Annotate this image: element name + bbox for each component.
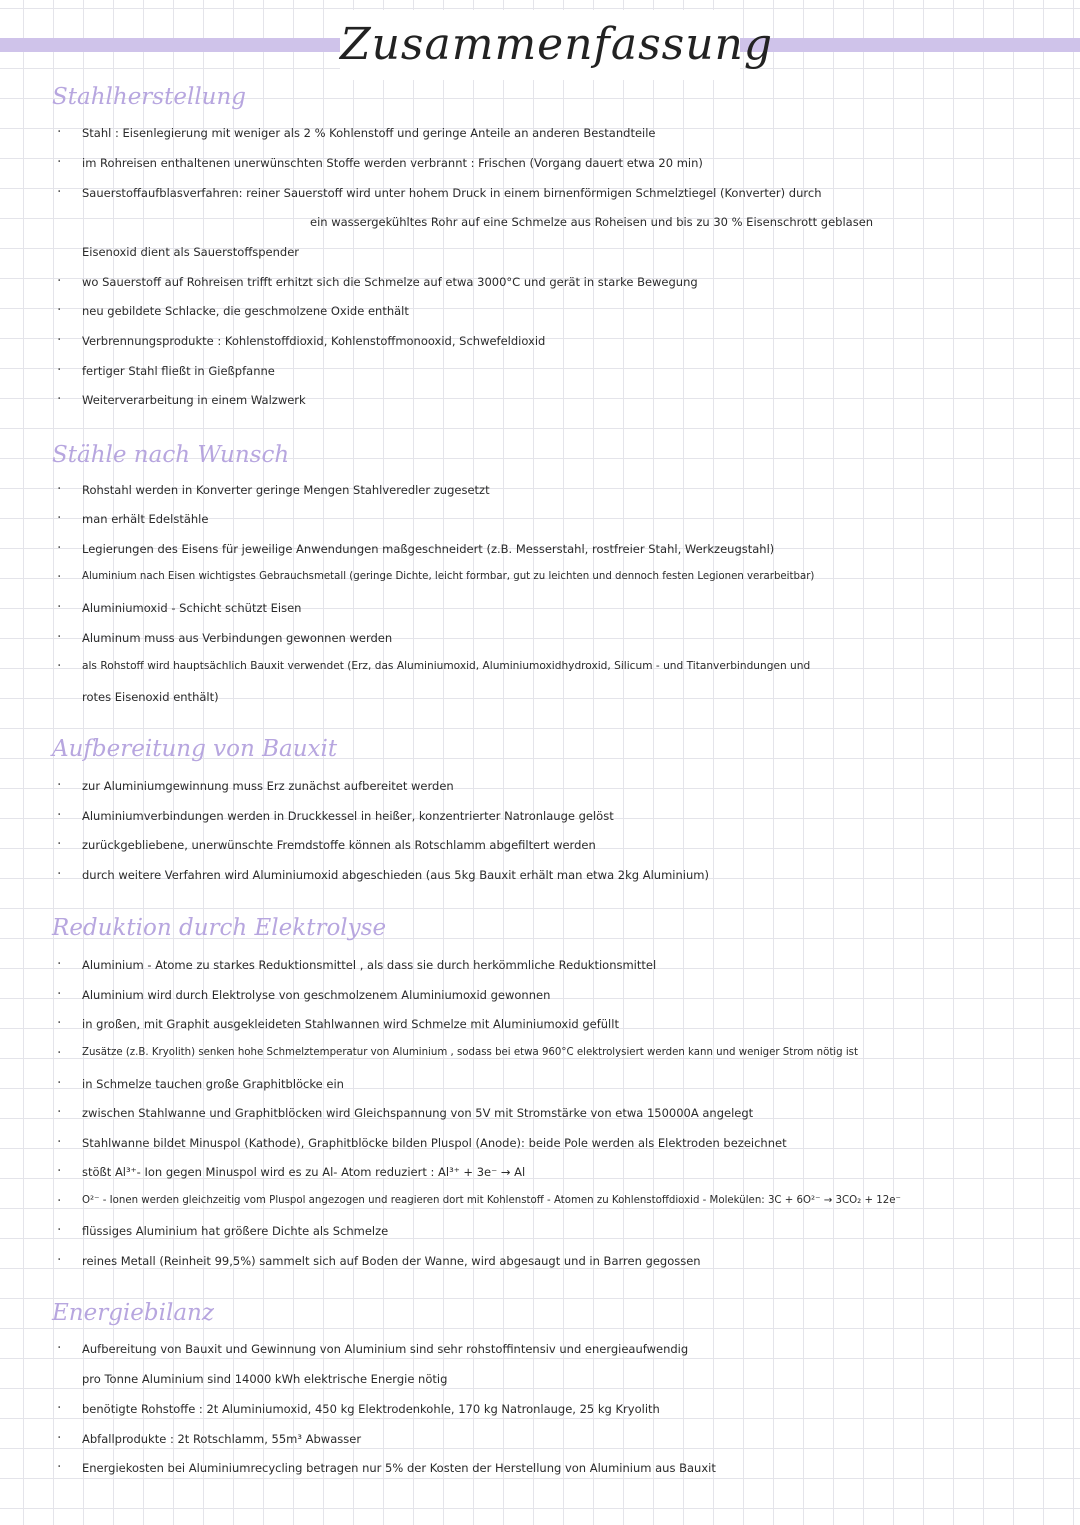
- bullet-icon: ·: [57, 391, 62, 407]
- text-line: Eisenoxid dient als Sauerstoffspender: [82, 245, 300, 259]
- bullet-icon: ·: [57, 273, 62, 289]
- bullet-icon: ·: [57, 986, 62, 1002]
- text-line: flüssiges Aluminium hat größere Dichte als Schmelze: [82, 1224, 389, 1238]
- bullet-icon: ·: [57, 1252, 62, 1268]
- bullet-icon: ·: [57, 124, 62, 140]
- section-heading: Aufbereitung von Bauxit: [52, 736, 338, 762]
- bullet-icon: ·: [57, 362, 62, 378]
- text-line: Legierungen des Eisens für jeweilige Anwendungen maßgeschneidert (z.B. Messerstahl, rostfreier Stahl, Werkzeugstahl): [82, 542, 775, 556]
- bullet-icon: ·: [57, 184, 62, 200]
- bullet-icon: ·: [57, 1075, 62, 1091]
- text-line: fertiger Stahl fließt in Gießpfanne: [82, 364, 275, 378]
- text-line: Weiterverarbeitung in einem Walzwerk: [82, 393, 306, 407]
- bullet-icon: ·: [57, 1163, 62, 1179]
- text-line: im Rohreisen enthaltenen unerwünschten Stoffe werden verbrannt : Frischen (Vorgang dauert etwa 20 min): [82, 156, 703, 170]
- text-line: zur Aluminiumgewinnung muss Erz zunächst aufbereitet werden: [82, 779, 454, 793]
- text-line: stößt Al³⁺- Ion gegen Minuspol wird es zu Al- Atom reduziert : Al³⁺ + 3e⁻ → Al: [82, 1165, 526, 1179]
- bullet-icon: ·: [57, 807, 62, 823]
- text-line: wo Sauerstoff auf Rohreisen trifft erhitzt sich die Schmelze auf etwa 3000°C und gerät in starke Bewegung: [82, 275, 698, 289]
- text-line: Stahl : Eisenlegierung mit weniger als 2 % Kohlenstoff und geringe Anteile an anderen Bestandteile: [82, 126, 656, 140]
- text-line: Aluminium nach Eisen wichtigstes Gebrauchsmetall (geringe Dichte, leicht formbar, gut zu leichten und dennoch festen Legionen verarbeitbar): [82, 571, 815, 582]
- section-heading: Stähle nach Wunsch: [52, 442, 290, 468]
- section-heading: Stahlherstellung: [52, 84, 247, 110]
- text-line: Aluminiumverbindungen werden in Druckkessel in heißer, konzentrierter Natronlauge gelöst: [82, 809, 614, 823]
- text-line: man erhält Edelstähle: [82, 512, 209, 526]
- text-line: Aluminium - Atome zu starkes Reduktionsmittel , als dass sie durch herkömmliche Reduktionsmittel: [82, 958, 657, 972]
- text-line: Abfallprodukte : 2t Rotschlamm, 55m³ Abwasser: [82, 1432, 362, 1446]
- text-line: durch weitere Verfahren wird Aluminiumoxid abgeschieden (aus 5kg Bauxit erhält man etwa 2kg Aluminium): [82, 868, 709, 882]
- bullet-icon: ·: [57, 1430, 62, 1446]
- page-title: Zusammenfassung: [340, 10, 740, 80]
- bullet-icon: ·: [57, 510, 62, 526]
- bullet-icon: ·: [57, 481, 62, 497]
- bullet-icon: ·: [57, 569, 62, 585]
- text-line: Zusätze (z.B. Kryolith) senken hohe Schmelztemperatur von Aluminium , sodass bei etwa 960°C elektrolysiert werden kann und weniger Strom nötig ist: [82, 1047, 858, 1058]
- text-line: rotes Eisenoxid enthält): [82, 690, 219, 704]
- bullet-icon: ·: [57, 332, 62, 348]
- text-line: pro Tonne Aluminium sind 14000 kWh elektrische Energie nötig: [82, 1372, 448, 1386]
- section-heading: Reduktion durch Elektrolyse: [52, 915, 387, 941]
- text-line: benötigte Rohstoffe : 2t Aluminiumoxid, 450 kg Elektrodenkohle, 170 kg Natronlauge, 25 kg Kryolith: [82, 1402, 660, 1416]
- text-line: neu gebildete Schlacke, die geschmolzene Oxide enthält: [82, 304, 409, 318]
- text-line: Aluminum muss aus Verbindungen gewonnen werden: [82, 631, 393, 645]
- text-line: ein wassergekühltes Rohr auf eine Schmelze aus Roheisen und bis zu 30 % Eisenschrott geblasen: [310, 215, 874, 229]
- section-heading: Energiebilanz: [52, 1300, 214, 1326]
- bullet-icon: ·: [57, 599, 62, 615]
- bullet-icon: ·: [57, 1400, 62, 1416]
- bullet-icon: ·: [57, 1045, 62, 1061]
- text-line: zurückgebliebene, unerwünschte Fremdstoffe können als Rotschlamm abgefiltert werden: [82, 838, 596, 852]
- text-line: Aluminiumoxid - Schicht schützt Eisen: [82, 601, 302, 615]
- bullet-icon: ·: [57, 956, 62, 972]
- bullet-icon: ·: [57, 1193, 62, 1209]
- text-line: Aluminium wird durch Elektrolyse von geschmolzenem Aluminiumoxid gewonnen: [82, 988, 551, 1002]
- bullet-icon: ·: [57, 1015, 62, 1031]
- bullet-icon: ·: [57, 154, 62, 170]
- bullet-icon: ·: [57, 302, 62, 318]
- bullet-icon: ·: [57, 1104, 62, 1120]
- text-line: in großen, mit Graphit ausgekleideten Stahlwannen wird Schmelze mit Aluminiumoxid gefüllt: [82, 1017, 619, 1031]
- text-line: in Schmelze tauchen große Graphitblöcke ein: [82, 1077, 344, 1091]
- text-line: O²⁻ - Ionen werden gleichzeitig vom Pluspol angezogen und reagieren dort mit Kohlenstoff - Atomen zu Kohlenstoffdioxid - Molekülen: 3C + 6O²⁻ → 3CO₂ + 12e⁻: [82, 1195, 901, 1206]
- text-line: als Rohstoff wird hauptsächlich Bauxit verwendet (Erz, das Aluminiumoxid, Aluminiumoxidhydroxid, Silicum - und Titanverbindungen und: [82, 660, 811, 672]
- bullet-icon: ·: [57, 777, 62, 793]
- text-line: reines Metall (Reinheit 99,5%) sammelt sich auf Boden der Wanne, wird abgesaugt und in Barren gegossen: [82, 1254, 701, 1268]
- bullet-icon: ·: [57, 658, 62, 674]
- bullet-icon: ·: [57, 1459, 62, 1475]
- bullet-icon: ·: [57, 836, 62, 852]
- bullet-icon: ·: [57, 1340, 62, 1356]
- text-line: Aufbereitung von Bauxit und Gewinnung von Aluminium sind sehr rohstoffintensiv und energieaufwendig: [82, 1342, 689, 1356]
- bullet-icon: ·: [57, 866, 62, 882]
- text-line: Verbrennungsprodukte : Kohlenstoffdioxid, Kohlenstoffmonooxid, Schwefeldioxid: [82, 334, 546, 348]
- bullet-icon: ·: [57, 629, 62, 645]
- text-line: Rohstahl werden in Konverter geringe Mengen Stahlveredler zugesetzt: [82, 483, 490, 497]
- bullet-icon: ·: [57, 1134, 62, 1150]
- text-line: zwischen Stahlwanne und Graphitblöcken wird Gleichspannung von 5V mit Stromstärke von etwa 150000A angelegt: [82, 1106, 754, 1120]
- bullet-icon: ·: [57, 540, 62, 556]
- bullet-icon: ·: [57, 1222, 62, 1238]
- text-line: Energiekosten bei Aluminiumrecycling betragen nur 5% der Kosten der Herstellung von Aluminium aus Bauxit: [82, 1461, 716, 1475]
- text-line: Stahlwanne bildet Minuspol (Kathode), Graphitblöcke bilden Pluspol (Anode): beide Pole werden als Elektroden bezeichnet: [82, 1136, 787, 1150]
- text-line: Sauerstoffaufblasverfahren: reiner Sauerstoff wird unter hohem Druck in einem birnenförmigen Schmelztiegel (Konverter) durch: [82, 186, 822, 200]
